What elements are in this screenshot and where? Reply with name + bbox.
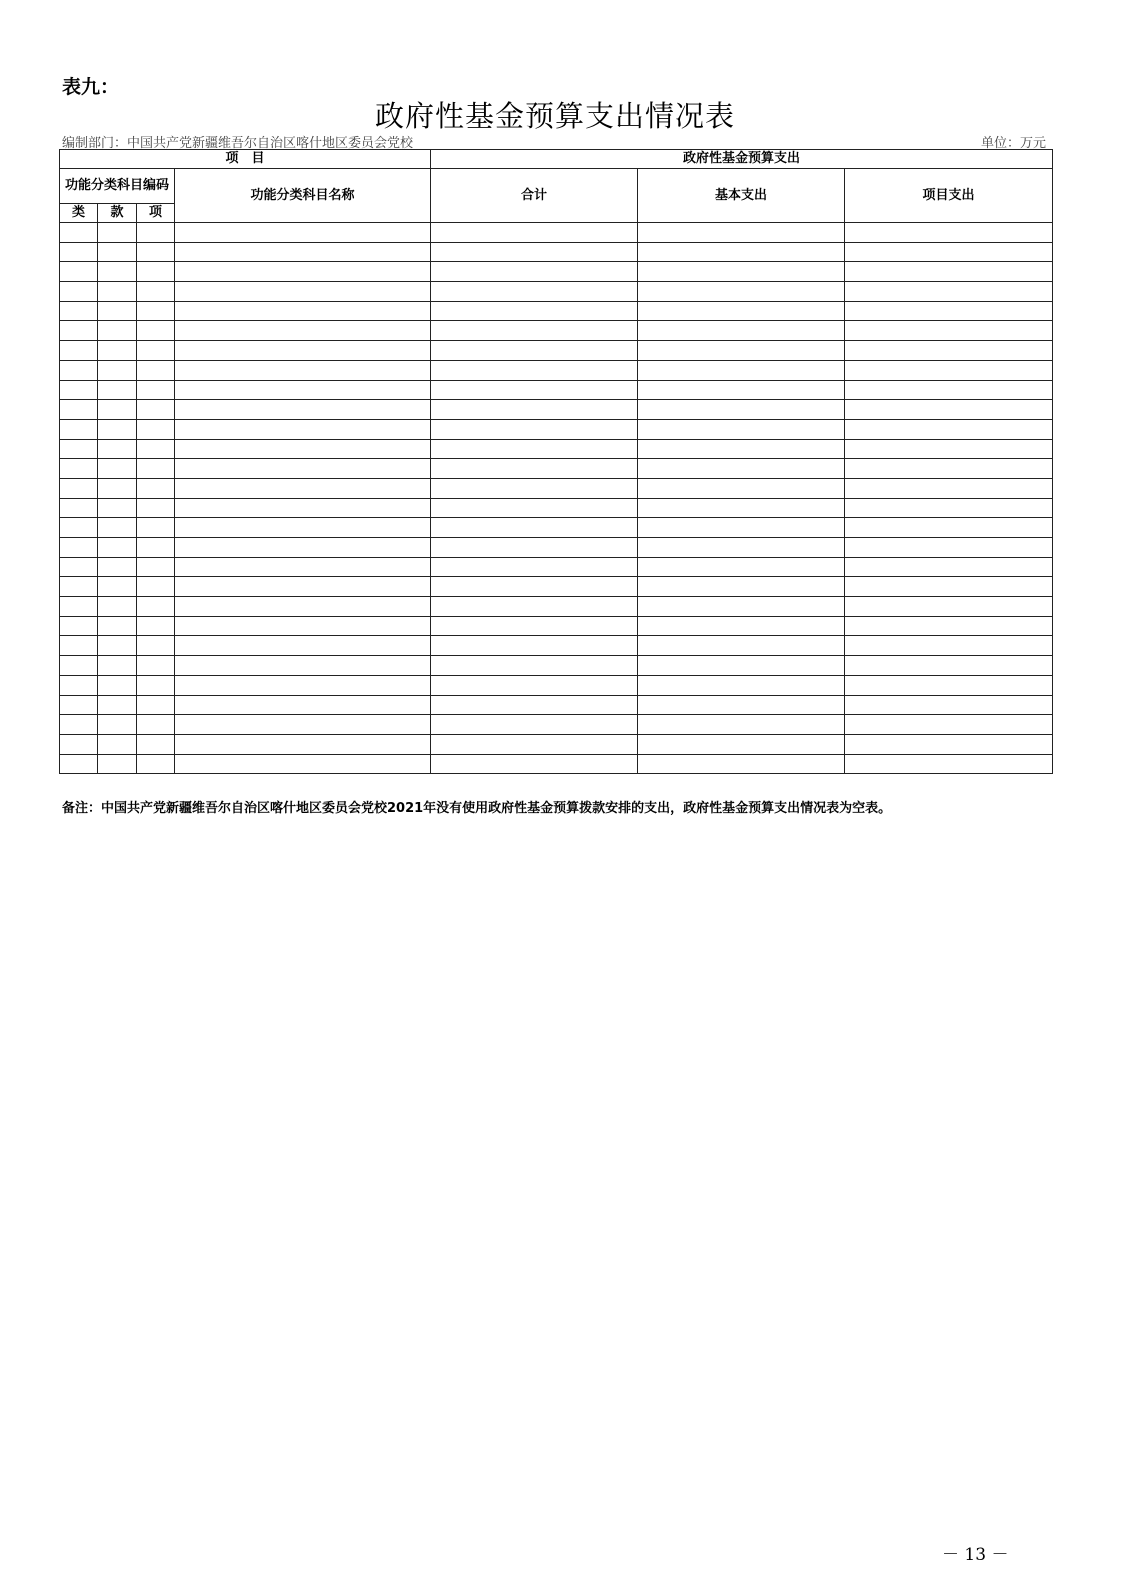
table-cell xyxy=(845,754,1053,774)
table-cell xyxy=(431,636,638,656)
table-cell xyxy=(638,616,845,636)
table-cell xyxy=(845,321,1053,341)
table-cell xyxy=(98,419,137,439)
table-cell xyxy=(175,459,431,479)
table-cell xyxy=(638,321,845,341)
table-cell xyxy=(431,223,638,243)
table-row xyxy=(60,242,1053,262)
table-cell xyxy=(98,538,137,558)
table-row xyxy=(60,557,1053,577)
table-label: 表九： xyxy=(62,76,120,98)
table-cell xyxy=(98,715,137,735)
table-row xyxy=(60,321,1053,341)
table-row xyxy=(60,400,1053,420)
table-cell xyxy=(845,557,1053,577)
table-cell xyxy=(638,675,845,695)
table-cell xyxy=(638,695,845,715)
table-cell xyxy=(137,360,175,380)
table-cell xyxy=(175,282,431,302)
table-cell xyxy=(431,341,638,361)
table-cell xyxy=(431,557,638,577)
table-cell xyxy=(60,656,98,676)
table-cell xyxy=(60,459,98,479)
table-cell xyxy=(137,223,175,243)
table-cell xyxy=(431,616,638,636)
table-cell xyxy=(60,341,98,361)
table-row xyxy=(60,734,1053,754)
table-row xyxy=(60,715,1053,735)
table-row xyxy=(60,341,1053,361)
table-cell xyxy=(638,498,845,518)
table-cell xyxy=(175,597,431,617)
table-cell xyxy=(431,380,638,400)
table-cell xyxy=(137,577,175,597)
table-cell xyxy=(137,754,175,774)
table-cell xyxy=(431,459,638,479)
table-cell xyxy=(175,675,431,695)
table-cell xyxy=(175,715,431,735)
header-lei: 类 xyxy=(60,204,98,223)
table-cell xyxy=(638,754,845,774)
table-cell xyxy=(638,242,845,262)
table-cell xyxy=(60,675,98,695)
table-cell xyxy=(175,498,431,518)
table-cell xyxy=(60,400,98,420)
table-cell xyxy=(60,242,98,262)
table-cell xyxy=(845,577,1053,597)
table-cell xyxy=(845,223,1053,243)
table-cell xyxy=(845,301,1053,321)
table-cell xyxy=(845,360,1053,380)
header-name: 功能分类科目名称 xyxy=(175,169,431,223)
table-cell xyxy=(137,498,175,518)
table-row xyxy=(60,459,1053,479)
table-cell xyxy=(137,695,175,715)
table-row xyxy=(60,597,1053,617)
header-project: 项目支出 xyxy=(845,169,1053,223)
table-cell xyxy=(845,656,1053,676)
table-cell xyxy=(98,675,137,695)
header-expense-group: 政府性基金预算支出 xyxy=(431,150,1053,169)
table-row xyxy=(60,439,1053,459)
table-cell xyxy=(60,577,98,597)
table-cell xyxy=(60,538,98,558)
table-cell xyxy=(137,557,175,577)
table-cell xyxy=(60,715,98,735)
table-cell xyxy=(638,301,845,321)
header-item-group: 项 目 xyxy=(60,150,431,169)
table-cell xyxy=(638,538,845,558)
table-cell xyxy=(845,597,1053,617)
table-cell xyxy=(175,695,431,715)
table-row xyxy=(60,223,1053,243)
table-cell xyxy=(175,341,431,361)
table-cell xyxy=(175,754,431,774)
table-cell xyxy=(98,321,137,341)
table-cell xyxy=(137,341,175,361)
table-cell xyxy=(431,242,638,262)
table-cell xyxy=(638,557,845,577)
table-cell xyxy=(98,400,137,420)
table-cell xyxy=(431,419,638,439)
table-row xyxy=(60,518,1053,538)
table-cell xyxy=(137,518,175,538)
table-cell xyxy=(845,636,1053,656)
page-title: 政府性基金预算支出情况表 xyxy=(374,99,735,133)
table-cell xyxy=(60,262,98,282)
table-cell xyxy=(98,656,137,676)
table-cell xyxy=(175,616,431,636)
table-cell xyxy=(137,419,175,439)
table-row xyxy=(60,695,1053,715)
table-cell xyxy=(137,715,175,735)
table-cell xyxy=(845,538,1053,558)
table-cell xyxy=(431,321,638,341)
table-cell xyxy=(137,616,175,636)
table-cell xyxy=(60,360,98,380)
table-cell xyxy=(98,695,137,715)
table-cell xyxy=(638,380,845,400)
table-cell xyxy=(98,380,137,400)
table-cell xyxy=(60,557,98,577)
header-total: 合计 xyxy=(431,169,638,223)
table-cell xyxy=(638,715,845,735)
table-cell xyxy=(98,242,137,262)
table-cell xyxy=(845,734,1053,754)
table-row xyxy=(60,538,1053,558)
table-cell xyxy=(137,242,175,262)
table-cell xyxy=(137,301,175,321)
table-cell xyxy=(638,419,845,439)
table-cell xyxy=(137,282,175,302)
table-cell xyxy=(175,262,431,282)
header-code: 功能分类科目编码 xyxy=(60,169,175,204)
table-cell xyxy=(431,282,638,302)
table-cell xyxy=(845,380,1053,400)
table-cell xyxy=(98,597,137,617)
table-row xyxy=(60,262,1053,282)
table-cell xyxy=(845,478,1053,498)
table-cell xyxy=(98,734,137,754)
table-cell xyxy=(175,538,431,558)
table-cell xyxy=(845,498,1053,518)
table-cell xyxy=(98,577,137,597)
header-kuan: 款 xyxy=(98,204,137,223)
table-cell xyxy=(137,459,175,479)
table-cell xyxy=(638,597,845,617)
table-cell xyxy=(60,478,98,498)
table-cell xyxy=(98,439,137,459)
table-cell xyxy=(175,656,431,676)
table-cell xyxy=(175,478,431,498)
table-row xyxy=(60,636,1053,656)
table-cell xyxy=(845,695,1053,715)
table-cell xyxy=(175,439,431,459)
table-cell xyxy=(638,282,845,302)
table-cell xyxy=(98,636,137,656)
table-cell xyxy=(638,400,845,420)
table-cell xyxy=(60,734,98,754)
table-cell xyxy=(845,242,1053,262)
table-cell xyxy=(60,419,98,439)
table-cell xyxy=(175,380,431,400)
table-cell xyxy=(137,262,175,282)
table-cell xyxy=(98,518,137,538)
table-cell xyxy=(638,341,845,361)
table-cell xyxy=(137,597,175,617)
table-cell xyxy=(98,616,137,636)
table-cell xyxy=(431,498,638,518)
table-cell xyxy=(638,656,845,676)
table-cell xyxy=(137,321,175,341)
table-cell xyxy=(60,301,98,321)
table-row xyxy=(60,419,1053,439)
table-cell xyxy=(98,478,137,498)
table-cell xyxy=(431,301,638,321)
table-cell xyxy=(137,380,175,400)
note-text: 备注：中国共产党新疆维吾尔自治区喀什地区委员会党校2021年没有使用政府性基金预算拨款安排的支出，政府性基金预算支出情况表为空表。 xyxy=(62,801,892,816)
table-cell xyxy=(137,656,175,676)
table-cell xyxy=(431,400,638,420)
table-row xyxy=(60,380,1053,400)
table-cell xyxy=(175,301,431,321)
table-cell xyxy=(60,597,98,617)
table-row xyxy=(60,754,1053,774)
table-cell xyxy=(431,518,638,538)
table-cell xyxy=(137,538,175,558)
table-cell xyxy=(431,715,638,735)
table-cell xyxy=(175,400,431,420)
table-cell xyxy=(431,439,638,459)
table-cell xyxy=(845,439,1053,459)
table-cell xyxy=(60,695,98,715)
department-label: 编制部门：中国共产党新疆维吾尔自治区喀什地区委员会党校 xyxy=(62,136,414,151)
table-cell xyxy=(431,478,638,498)
table-row xyxy=(60,616,1053,636)
table-cell xyxy=(845,715,1053,735)
header-basic: 基本支出 xyxy=(638,169,845,223)
table-cell xyxy=(60,321,98,341)
table-cell xyxy=(431,754,638,774)
table-cell xyxy=(60,636,98,656)
table-cell xyxy=(98,262,137,282)
table-cell xyxy=(137,478,175,498)
table-cell xyxy=(98,301,137,321)
table-cell xyxy=(431,734,638,754)
table-row xyxy=(60,478,1053,498)
table-cell xyxy=(431,695,638,715)
page-number: － 13 － xyxy=(942,1545,1009,1565)
table-cell xyxy=(98,459,137,479)
table-cell xyxy=(638,577,845,597)
table-cell xyxy=(137,675,175,695)
table-cell xyxy=(431,577,638,597)
table-cell xyxy=(845,518,1053,538)
table-cell xyxy=(638,459,845,479)
table-row xyxy=(60,577,1053,597)
table-cell xyxy=(431,262,638,282)
table-cell xyxy=(175,419,431,439)
table-body xyxy=(60,223,1053,774)
table-cell xyxy=(98,498,137,518)
table-cell xyxy=(98,754,137,774)
table-row xyxy=(60,675,1053,695)
table-cell xyxy=(175,242,431,262)
header-xiang: 项 xyxy=(137,204,175,223)
table-cell xyxy=(137,734,175,754)
table-cell xyxy=(431,675,638,695)
unit-label: 单位：万元 xyxy=(980,136,1046,151)
table-cell xyxy=(137,636,175,656)
table-cell xyxy=(137,400,175,420)
table-cell xyxy=(175,223,431,243)
table-cell xyxy=(845,459,1053,479)
table-row xyxy=(60,282,1053,302)
table-cell xyxy=(137,439,175,459)
table-cell xyxy=(98,360,137,380)
table-cell xyxy=(845,675,1053,695)
table-cell xyxy=(98,223,137,243)
table-cell xyxy=(175,518,431,538)
table-cell xyxy=(638,262,845,282)
table-cell xyxy=(60,223,98,243)
table-cell xyxy=(60,616,98,636)
table-cell xyxy=(175,321,431,341)
table-cell xyxy=(60,439,98,459)
table-cell xyxy=(60,498,98,518)
table-cell xyxy=(845,616,1053,636)
table-cell xyxy=(431,597,638,617)
table-cell xyxy=(60,754,98,774)
table-cell xyxy=(175,360,431,380)
table-cell xyxy=(98,341,137,361)
table-row xyxy=(60,498,1053,518)
budget-table xyxy=(59,149,1053,774)
table-cell xyxy=(845,282,1053,302)
table-cell xyxy=(175,734,431,754)
table-cell xyxy=(98,282,137,302)
table-cell xyxy=(845,400,1053,420)
table-cell xyxy=(175,577,431,597)
table-cell xyxy=(431,538,638,558)
table-cell xyxy=(60,282,98,302)
table-cell xyxy=(60,380,98,400)
table-cell xyxy=(638,360,845,380)
table-cell xyxy=(431,656,638,676)
table-cell xyxy=(845,262,1053,282)
table-cell xyxy=(845,341,1053,361)
table-cell xyxy=(638,439,845,459)
table-cell xyxy=(638,734,845,754)
table-cell xyxy=(98,557,137,577)
table-cell xyxy=(638,223,845,243)
table-cell xyxy=(638,518,845,538)
table-cell xyxy=(638,636,845,656)
table-cell xyxy=(60,518,98,538)
table-row xyxy=(60,360,1053,380)
table-cell xyxy=(845,419,1053,439)
table-cell xyxy=(175,557,431,577)
table-cell xyxy=(175,636,431,656)
table-cell xyxy=(638,478,845,498)
table-cell xyxy=(431,360,638,380)
table-row xyxy=(60,301,1053,321)
table-row xyxy=(60,656,1053,676)
